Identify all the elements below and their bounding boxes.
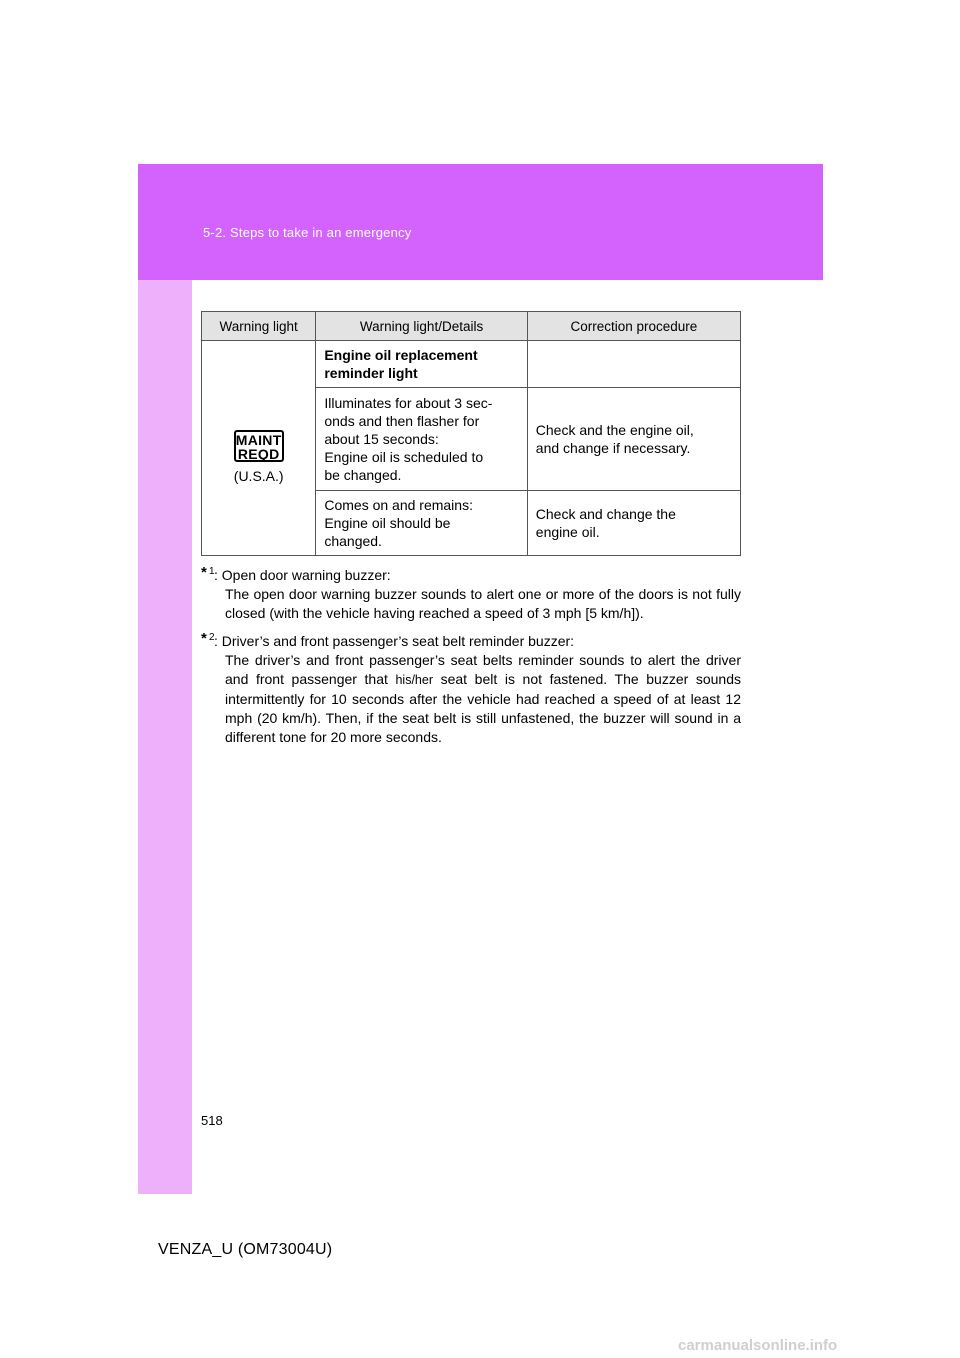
maint-reqd-icon: MAINT REQD: [234, 430, 284, 462]
warning-light-table: [201, 311, 741, 556]
footnote-1: [201, 566, 741, 623]
column-header-correction: Correction procedure: [527, 312, 740, 341]
details-cell: Illuminates for about 3 sec- onds and then flasher for about 15 seconds: Engine oil is scheduled to be changed.: [316, 388, 527, 491]
footnote-heading: : Driver’s and front passenger’s seat belt reminder buzzer:: [214, 633, 575, 649]
footnote-2: [201, 632, 741, 747]
header-band: [138, 164, 823, 280]
footnote-number: 2: [209, 632, 215, 643]
region-label: (U.S.A.): [233, 467, 284, 484]
warning-light-cell: [202, 341, 316, 556]
footnote-marker: *: [201, 564, 207, 581]
details-title-cell: Engine oil replacement reminder light: [316, 341, 527, 388]
footnote-body: The driver’s and front passenger’s seat belts reminder sounds to alert the driver and front passenger that his/her seat belt is not fastened. The buzzer sounds intermittently for 10 seconds after the vehicle had reached a speed of at least 12 mph (20 km/h). Then, if the seat belt is still unfastened, the buzzer will sound in a different tone for 20 more seconds.: [225, 652, 741, 745]
side-strip: [138, 164, 192, 1194]
details-cell: Comes on and remains: Engine oil should be changed.: [316, 491, 527, 556]
footnote-body: The open door warning buzzer sounds to alert one or more of the doors is not fully closed (with the vehicle having reached a speed of 3 mph [5 km/h]).: [225, 586, 741, 621]
table-row: [202, 341, 741, 388]
document-code: VENZA_U (OM73004U): [158, 1241, 333, 1258]
footnote-number: 1: [209, 566, 215, 577]
column-header-warning-light: Warning light: [202, 312, 316, 341]
section-title: 5-2. Steps to take in an emergency: [203, 225, 412, 240]
footnote-marker: *: [201, 630, 207, 647]
table-header-row: [202, 312, 741, 341]
footnote-heading: : Open door warning buzzer:: [214, 567, 391, 583]
watermark: carmanualsonline.info: [678, 1337, 838, 1354]
procedure-empty-cell: [527, 341, 740, 388]
procedure-cell: Check and change the engine oil.: [527, 491, 740, 556]
procedure-cell: Check and the engine oil, and change if necessary.: [527, 388, 740, 491]
page-number: 518: [201, 1113, 223, 1128]
column-header-details: Warning light/Details: [316, 312, 527, 341]
